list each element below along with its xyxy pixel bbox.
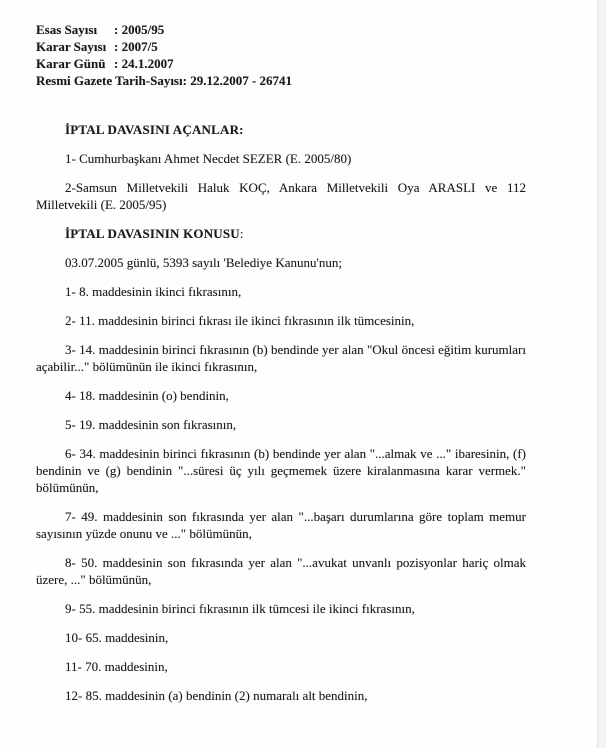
- body-paragraph: 2-Samsun Milletvekili Haluk KOÇ, Ankara Milletvekili Oya ARASLI ve 112 Milletvekili (E. 2005/95): [36, 180, 526, 212]
- body-paragraph: 03.07.2005 günlü, 5393 sayılı 'Belediye Kanunu'nun;: [65, 255, 342, 270]
- meta-colon: :: [114, 22, 119, 37]
- meta-colon: :: [114, 56, 119, 71]
- body-paragraph-item-5: 5- 19. maddesinin son fıkrasının,: [65, 417, 237, 432]
- body-paragraph-item-3: 3- 14. maddesinin birinci fıkrasının (b) bendinde yer alan "Okul öncesi eğitim kurumları açabilir..." bölümünün ile ikinci fıkrasının,: [36, 342, 526, 374]
- meta-value: 2007/5: [121, 39, 158, 54]
- meta-colon: :: [182, 73, 187, 88]
- meta-row-resmi-gazete: [36, 72, 526, 89]
- meta-label: Karar Günü: [36, 56, 106, 71]
- heading-suffix: :: [239, 226, 244, 241]
- body-paragraph-item-12: 12- 85. maddesinin (a) bendinin (2) numaralı alt bendinin,: [65, 688, 368, 703]
- meta-row-esas-sayisi: [36, 21, 526, 38]
- meta-value: 2005/95: [121, 22, 165, 37]
- document-content: [36, 21, 526, 704]
- meta-label: Esas Sayısı: [36, 22, 98, 37]
- body-paragraph: 1- Cumhurbaşkanı Ahmet Necdet SEZER (E. 2005/80): [65, 151, 352, 166]
- meta-value: 24.1.2007: [121, 56, 174, 71]
- meta-row-karar-sayisi: [36, 38, 526, 55]
- body-paragraph-item-9: 9- 55. maddesinin birinci fıkrasının ilk tümcesi ile ikinci fıkrasının,: [65, 601, 415, 616]
- section-heading-iptal-davasini-acanlar: [36, 121, 526, 138]
- body-paragraph-item-7: 7- 49. maddesinin son fıkrasında yer alan "...başarı durumlarına göre toplam memur sayısının yüzde onunu ve ..." bölümünün,: [36, 509, 526, 541]
- heading-text: İPTAL DAVASININ KONUSU: [65, 226, 240, 241]
- scan-artifact-right-edge: [597, 0, 606, 748]
- meta-colon: :: [114, 39, 119, 54]
- body-paragraph-item-8: 8- 50. maddesinin son fıkrasında yer alan "...avukat unvanlı pozisyonlar hariç olmak üzere, ..." bölümünün,: [36, 555, 526, 587]
- meta-label: Resmi Gazete Tarih-Sayısı: [36, 73, 183, 88]
- body-paragraph-item-2: 2- 11. maddesinin birinci fıkrası ile ikinci fıkrasının ilk tümcesinin,: [65, 313, 415, 328]
- case-meta-block: [36, 21, 526, 89]
- body-paragraph-item-11: 11- 70. maddesinin,: [65, 659, 168, 674]
- body-paragraph-item-1: 1- 8. maddesinin ikinci fıkrasının,: [65, 284, 242, 299]
- body-paragraph-item-6: 6- 34. maddesinin birinci fıkrasının (b) bendinde yer alan "...almak ve ..." ibaresinin, (f) bendinin ve (g) bendinin "...süresi üç yılı geçmemek üzere kiralanmasına karar vermek." bölümünün,: [36, 446, 526, 495]
- heading-text: İPTAL DAVASINI AÇANLAR:: [65, 122, 244, 137]
- meta-value: 29.12.2007 - 26741: [190, 73, 293, 88]
- meta-label: Karar Sayısı: [36, 39, 107, 54]
- body-paragraph-item-10: 10- 65. maddesinin,: [65, 630, 169, 645]
- section-heading-iptal-davasinin-konusu: [36, 225, 526, 242]
- meta-row-karar-gunu: [36, 55, 526, 72]
- body-paragraph-item-4: 4- 18. maddesinin (o) bendinin,: [65, 388, 229, 403]
